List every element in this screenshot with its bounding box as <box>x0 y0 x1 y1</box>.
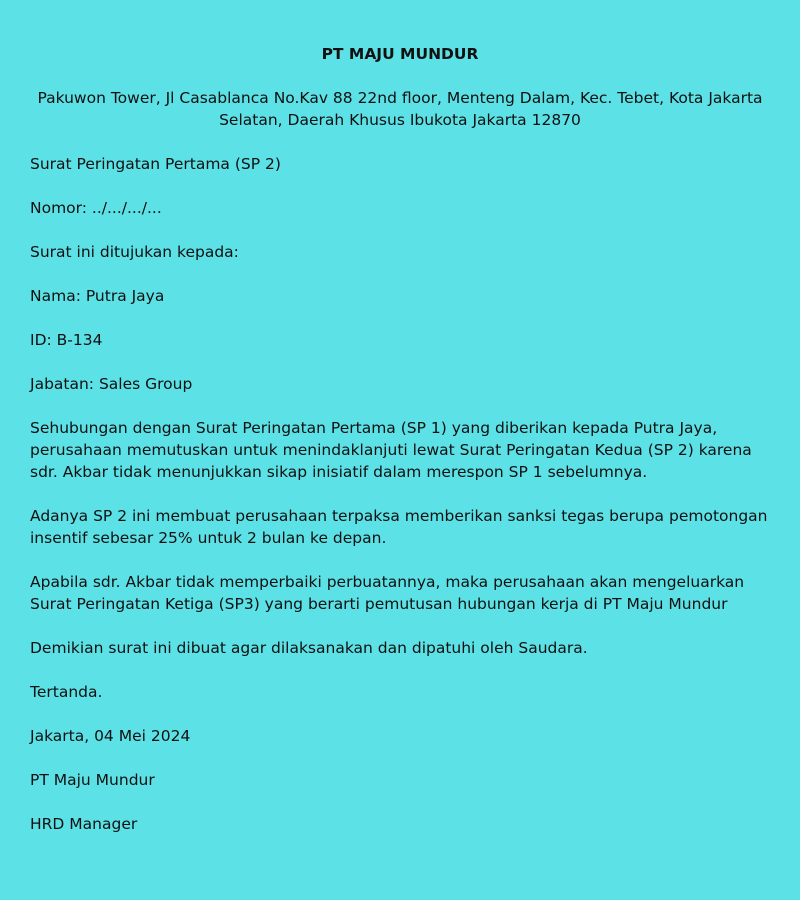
company-address: Pakuwon Tower, Jl Casablanca No.Kav 88 22nd floor, Menteng Dalam, Kec. Tebet, Kota Jakarta Selatan, Daerah Khusus Ibukota Jakarta 12870 <box>37 89 763 129</box>
place-date: Jakarta, 04 Mei 2024 <box>30 727 191 745</box>
body-paragraph-1: Sehubungan dengan Surat Peringatan Pertama (SP 1) yang diberikan kepada Putra Jaya, perusahaan memutuskan untuk menindaklanjuti lewat Surat Peringatan Kedua (SP 2) karena sdr. Akbar tidak menunjukkan sikap inisiatif dalam merespon SP 1 sebelumnya. <box>30 419 752 481</box>
body-paragraph-4: Demikian surat ini dibuat agar dilaksanakan dan dipatuhi oleh Saudara. <box>30 639 588 657</box>
recipient-id: ID: B-134 <box>30 331 103 349</box>
company-name: PT MAJU MUNDUR <box>321 45 479 63</box>
addressed-to: Surat ini ditujukan kepada: <box>30 243 239 261</box>
recipient-position: Jabatan: Sales Group <box>30 375 193 393</box>
letter-number: Nomor: ../.../.../... <box>30 199 162 217</box>
recipient-name: Nama: Putra Jaya <box>30 287 165 305</box>
signer-company: PT Maju Mundur <box>30 771 155 789</box>
body-paragraph-2: Adanya SP 2 ini membuat perusahaan terpaksa memberikan sanksi tegas berupa pemotongan insentif sebesar 25% untuk 2 bulan ke depan. <box>30 507 768 547</box>
letter-subject: Surat Peringatan Pertama (SP 2) <box>30 155 281 173</box>
signer-title: HRD Manager <box>30 815 138 833</box>
body-paragraph-3: Apabila sdr. Akbar tidak memperbaiki perbuatannya, maka perusahaan akan mengeluarkan Surat Peringatan Ketiga (SP3) yang berarti pemutusan hubungan kerja di PT Maju Mundur <box>30 573 745 613</box>
closing: Tertanda. <box>30 683 103 701</box>
warning-letter <box>30 43 770 857</box>
